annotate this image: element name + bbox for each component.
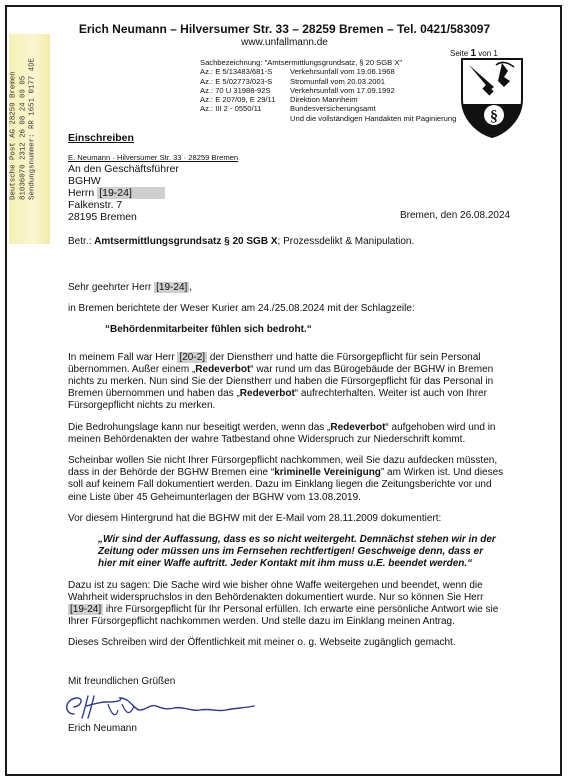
recipient-address xyxy=(68,163,179,223)
body-paragraph: Vor diesem Hintergrund hat die BGHW mit der E-Mail vom 28.11.2009 dokumentiert: xyxy=(68,512,442,524)
reference-number: Az.: III 2 - 0550/11 xyxy=(200,104,262,114)
stamp-line: Sendungsnummer: RR 1651 0177 4DE xyxy=(28,58,37,200)
body-paragraph: Dieses Schreiben wird der Öffentlichkeit mit meiner o. g. Webseite zugänglich gemacht. xyxy=(68,637,456,649)
greeting: Sehr geehrter Herr [19-24] , xyxy=(68,282,193,293)
signature-name: Erich Neumann xyxy=(68,723,137,734)
stamp-line: 81036070 2312 26 08 24 09 05 xyxy=(19,75,28,200)
subject-line xyxy=(68,236,414,247)
reference-designation: Sachbezeichnung: "Amtsermittlungsgrundsatz, § 20 SGB X" xyxy=(200,58,403,67)
shield-sword-icon xyxy=(460,57,524,139)
reference-description: Bundesversicherungsamt xyxy=(290,104,376,114)
subject-rest: ; Prozessdelikt & Manipulation. xyxy=(277,236,415,247)
emblem-logo xyxy=(460,57,524,144)
recipient-city: 28195 Bremen xyxy=(68,211,137,223)
stamp-line: Deutsche Post AG 28259 Bremen xyxy=(9,71,18,200)
delivery-method: Einschreiben xyxy=(68,132,134,144)
reference-description: Verkehrsunfall vom 19.06.1968 xyxy=(290,67,395,77)
reference-description: Direktion Mannheim xyxy=(290,95,358,105)
reference-row xyxy=(200,77,456,86)
reference-list xyxy=(200,58,456,123)
redacted-name: [19-24] xyxy=(70,604,102,616)
letterhead-website: www.unfallmann.de xyxy=(241,37,328,48)
letterhead-title: Erich Neumann – Hilversumer Str. 33 – 28259 Bremen – Tel. 0421/583097 xyxy=(78,22,491,36)
redacted-name: [19-24] xyxy=(156,282,188,293)
body-paragraph: In meinem Fall war Herr [20-2] der Dienstherr und hatte die Fürsorgepflicht für sein Personal übernommen. Außer einem „Redeverbot“ war rund um das Bürogebäude der BGHW in Bremen nichts zu merken. Nun sind Sie der Dienstherr und haben die Fürsorgepflicht für das Personal in Bremen übernommen und haben das „Redeverbot“ aufrechterhalten. Weiter ist auch von Ihrer Fürsorgepflicht nichts zu merken. xyxy=(68,351,494,412)
recipient-street: Falkenstr. 7 xyxy=(68,199,123,211)
reference-number: Az.: E 5/13483/681-S xyxy=(200,67,273,77)
body-paragraph: Dazu ist zu sagen: Die Sache wird wie bisher ohne Waffe weitergehen und beendet, wenn die Wahrheit widerspruchslos in den Behördenakten dokumentiert wurde. Nur so können Sie Herr [19-24] ihre Fürsorgepflicht für Ihr Personal erfüllen. Ich erwarte eine persönliche Antwort wie sie Ihrer Fürsorgepflicht nachkommen werden. Und stelle dazu im Einklang meinen Antrag. xyxy=(68,579,499,628)
recipient-name-line xyxy=(68,187,179,199)
signature-icon xyxy=(60,690,260,724)
reference-row xyxy=(200,67,456,76)
reference-description: Stromunfall vom 20.03.2001 xyxy=(290,76,385,86)
reference-number: Az.: E 5/02773/023-S xyxy=(200,76,273,86)
reference-number: Az.: E 207/09, E 29/11 xyxy=(200,95,276,105)
reference-number xyxy=(200,114,290,123)
reference-row xyxy=(200,86,456,95)
body-paragraph: Scheinbar wollen Sie nicht Ihrer Fürsorgepflicht nachkommen, weil Sie dazu aufdecken müssten, dass in der Behörde der BGHW Bremen eine “kriminelle Vereinigung” am Wirken ist. Und dieses soll auf keinem Fall dokumentiert werden. Dazu im Einklang liegen die Zeitungsberichte vor und eine Liste über 45 Geheimunterlagen der BGHW vom 13.08.2019. xyxy=(68,455,504,503)
postage-stamp-text xyxy=(10,58,39,200)
subject-title: Amtsermittlungsgrundsatz § 20 SGB X xyxy=(94,236,278,247)
reference-description: Verkehrsunfall vom 17.09.1992 xyxy=(290,85,395,95)
body-paragraph: in Bremen berichtete der Weser Kurier am 24./25.08.2024 mit der Schlagzeile: xyxy=(68,303,415,315)
newspaper-headline-quote: “Behördenmitarbeiter fühlen sich bedroht.“ xyxy=(105,324,312,336)
letter-date: Bremen, den 26.08.2024 xyxy=(400,210,511,221)
reference-description: Und die vollständigen Handakten mit Paginierung xyxy=(290,113,457,123)
reference-row xyxy=(200,104,456,113)
recipient-line: BGHW xyxy=(68,175,101,187)
redacted-name: [20-2] xyxy=(179,351,206,363)
recipient-salutation: Herrn xyxy=(68,187,95,199)
reference-number: Az.: 70 U 31988-92S xyxy=(200,85,271,95)
sender-return-line: E. Neumann · Hilversumer Str. 33 · 28259 Bremen xyxy=(68,153,239,162)
subject-label: Betr.: xyxy=(68,236,92,247)
letter-body xyxy=(68,282,542,659)
redacted-name: [19-24] xyxy=(97,187,165,199)
reference-row xyxy=(200,58,456,67)
body-paragraph: Die Bedrohungslage kann nur beseitigt werden, wenn das „Redeverbot“ aufgehoben wird und in meinen Behördenakten der wahre Tatbestand ohne Widerspruch zur Niederschrift kommt. xyxy=(68,421,496,445)
recipient-line: An den Geschäftsführer xyxy=(68,163,179,175)
page-label-suffix: von 1 xyxy=(478,49,498,58)
page-number: 1 xyxy=(470,48,477,59)
svg-text:§: § xyxy=(490,108,498,125)
closing-phrase: Mit freundlichen Grüßen xyxy=(68,676,176,687)
reference-row xyxy=(200,114,456,123)
reference-row xyxy=(200,95,456,104)
email-quote: „Wir sind der Auffassung, dass es so nicht weitergeht. Demnächst stehen wir in der Zeitung oder müssen uns im Fernsehen rechtfertigen! Geschweige denn, dass er hier mit einer Waffe auftritt. Jeder Kontakt mit ihm muss u.E. beendet werden.“ xyxy=(98,534,496,570)
page-label-prefix: Seite xyxy=(450,49,469,58)
